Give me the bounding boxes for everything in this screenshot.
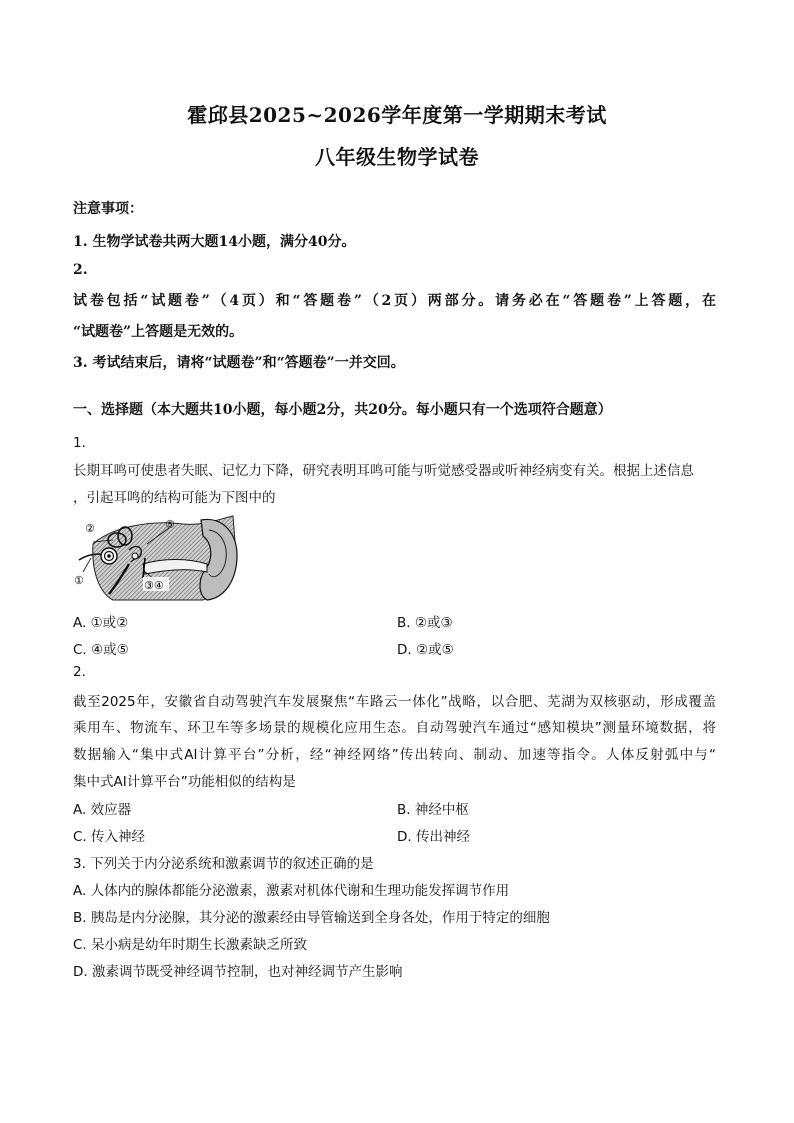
notice-item-2-number: 2. <box>73 262 88 278</box>
exam-title: 霍邱县2025~2026学年度第一学期期末考试 <box>187 103 607 127</box>
question-2-number: 2. <box>73 664 86 680</box>
question-2-option-b[interactable]: B. 神经中枢 <box>397 802 469 818</box>
question-2-stem-line-3: 数据输入“集中式AI计算平台”分析，经“神经网络”传出转向、制动、加速等指令。人体反射弧中与“ <box>73 747 716 763</box>
notice-item-2-line-1: 试卷包括“试题卷”（4页）和“答题卷”（2页）两部分。请务必在“答题卷”上答题，在 <box>73 293 716 309</box>
figure-label-1: ① <box>74 574 84 587</box>
ear-structure-diagram <box>73 514 239 602</box>
question-3-stem: 3. 下列关于内分泌系统和激素调节的叙述正确的是 <box>73 856 374 872</box>
question-3-option-c[interactable]: C. 呆小病是幼年时期生长激素缺乏所致 <box>73 937 308 953</box>
question-2-option-a[interactable]: A. 效应器 <box>73 802 132 818</box>
question-2-option-d[interactable]: D. 传出神经 <box>397 829 470 845</box>
section-1-heading: 一、选择题（本大题共10小题，每小题2分，共20分。每小题只有一个选项符合题意） <box>73 402 612 418</box>
notice-item-3: 3. 考试结束后，请将“试题卷”和“答题卷”一并交回。 <box>73 355 405 371</box>
figure-label-3-4: ③④ <box>144 579 164 592</box>
figure-label-5: ⑤ <box>165 518 175 531</box>
figure-label-2: ② <box>85 522 95 535</box>
question-3-option-b[interactable]: B. 胰岛是内分泌腺，其分泌的激素经由导管输送到全身各处，作用于特定的细胞 <box>73 910 550 926</box>
question-1-option-d[interactable]: D. ②或⑤ <box>397 642 454 658</box>
notice-item-2-line-2: “试题卷”上答题是无效的。 <box>73 324 244 340</box>
question-2-stem-line-4: 集中式AI计算平台”功能相似的结构是 <box>73 774 296 790</box>
question-1-option-a[interactable]: A. ①或② <box>73 615 129 631</box>
question-3-option-d[interactable]: D. 激素调节既受神经调节控制，也对神经调节产生影响 <box>73 964 403 980</box>
question-1-option-c[interactable]: C. ④或⑤ <box>73 642 129 658</box>
question-2-option-c[interactable]: C. 传入神经 <box>73 829 146 845</box>
question-3-option-a[interactable]: A. 人体内的腺体都能分泌激素，激素对机体代谢和生理功能发挥调节作用 <box>73 883 510 899</box>
question-1-stem-line-1: 长期耳鸣可使患者失眠、记忆力下降，研究表明耳鸣可能与听觉感受器或听神经病变有关。根据上述信息 <box>73 463 694 479</box>
question-2-stem-line-2: 乘用车、物流车、环卫车等多场景的规模化应用生态。自动驾驶汽车通过“感知模块”测量环境数据，将 <box>73 720 716 736</box>
exam-subtitle: 八年级生物学试卷 <box>315 145 479 169</box>
question-1-option-b[interactable]: B. ②或③ <box>397 615 453 631</box>
notice-heading: 注意事项： <box>73 201 143 217</box>
question-2-stem-line-1: 截至2025年，安徽省自动驾驶汽车发展聚焦“车路云一体化”战略，以合肥、芜湖为双核驱动，形成覆盖 <box>73 694 716 710</box>
question-1-number: 1. <box>73 435 86 451</box>
question-1-stem-line-2: ，引起耳鸣的结构可能为下图中的 <box>73 490 276 506</box>
notice-item-1: 1. 生物学试卷共两大题14小题，满分40分。 <box>73 234 356 250</box>
